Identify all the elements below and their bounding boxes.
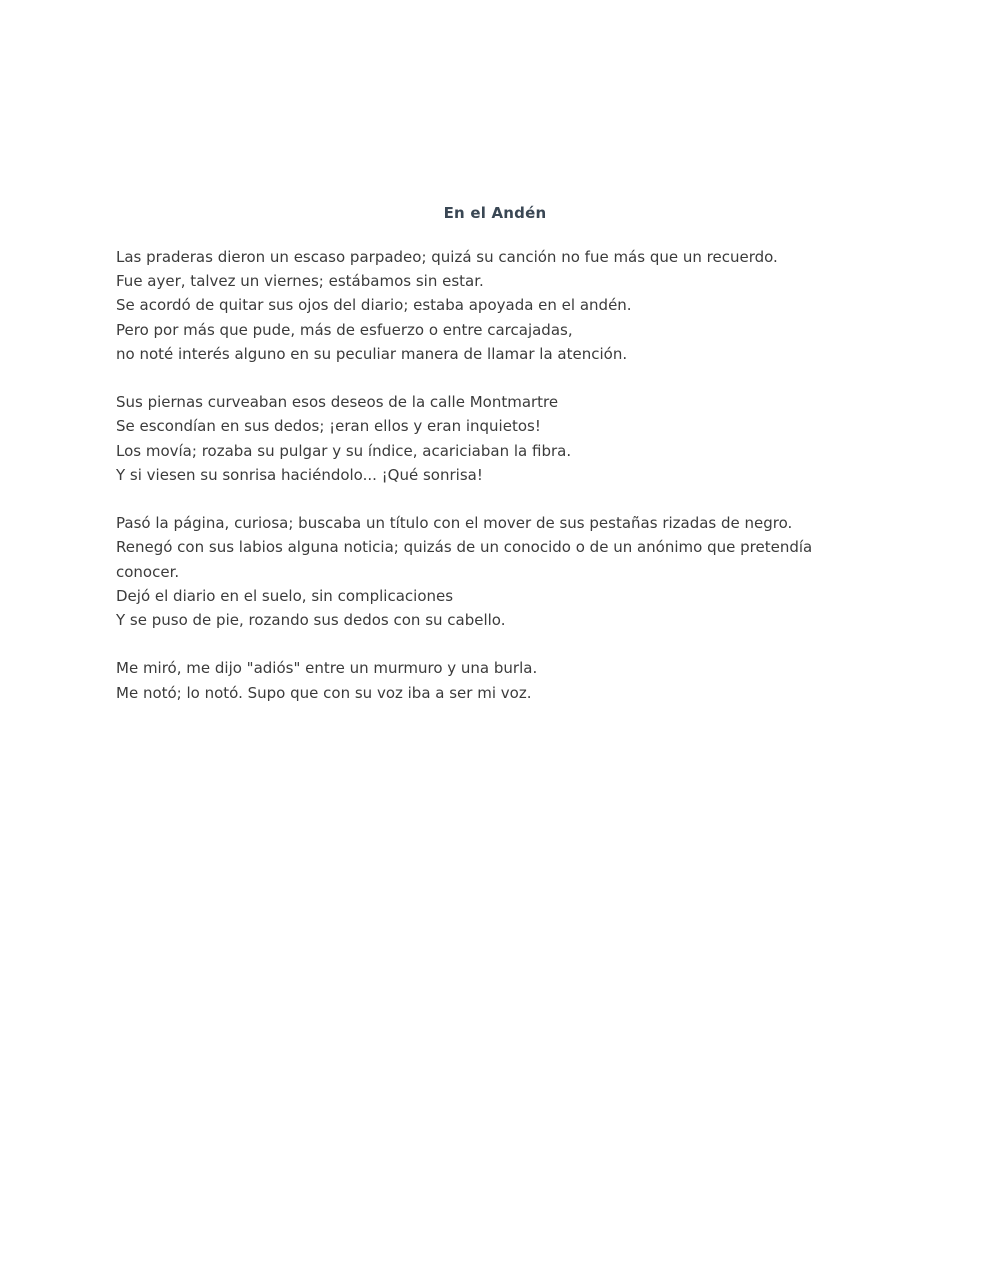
stanza-1 bbox=[116, 245, 866, 366]
poem-line: Las praderas dieron un escaso parpadeo; quizá su canción no fue más que un recuerdo. bbox=[116, 248, 778, 266]
poem-line: Me notó; lo notó. Supo que con su voz iba a ser mi voz. bbox=[116, 683, 532, 702]
poem-line: Sus piernas curveaban esos deseos de la calle Montmartre bbox=[116, 393, 559, 412]
stanza-3 bbox=[116, 511, 866, 632]
poem-line: Pasó la página, curiosa; buscaba un título con el mover de sus pestañas rizadas de negro. bbox=[116, 514, 793, 533]
poem-line: Renegó con sus labios alguna noticia; quizás de un conocido o de un anónimo que pretendía conocer. bbox=[116, 538, 813, 581]
poem-line: Me miró, me dijo "adiós" entre un murmuro y una burla. bbox=[116, 659, 538, 678]
poem-line: Fue ayer, talvez un viernes; estábamos sin estar. bbox=[116, 272, 484, 291]
stanza-4 bbox=[116, 656, 866, 704]
page-title: En el Andén bbox=[443, 204, 547, 222]
poem-line: Se escondían en sus dedos; ¡eran ellos y eran inquietos! bbox=[116, 417, 541, 436]
poem-body bbox=[116, 245, 866, 729]
poem-line: Pero por más que pude, más de esfuerzo o entre carcajadas, bbox=[116, 320, 573, 339]
stanza-2 bbox=[116, 390, 866, 487]
poem-line: Y se puso de pie, rozando sus dedos con su cabello. bbox=[116, 611, 506, 630]
poem-line: Se acordó de quitar sus ojos del diario; estaba apoyada en el andén. bbox=[116, 296, 632, 315]
poem-line: Los movía; rozaba su pulgar y su índice, acariciaban la fibra. bbox=[116, 441, 572, 460]
poem-line: Dejó el diario en el suelo, sin complicaciones bbox=[116, 586, 454, 605]
poem-line: no noté interés alguno en su peculiar manera de llamar la atención. bbox=[116, 344, 628, 363]
poem-line: Y si viesen su sonrisa haciéndolo... ¡Qué sonrisa! bbox=[116, 465, 483, 484]
